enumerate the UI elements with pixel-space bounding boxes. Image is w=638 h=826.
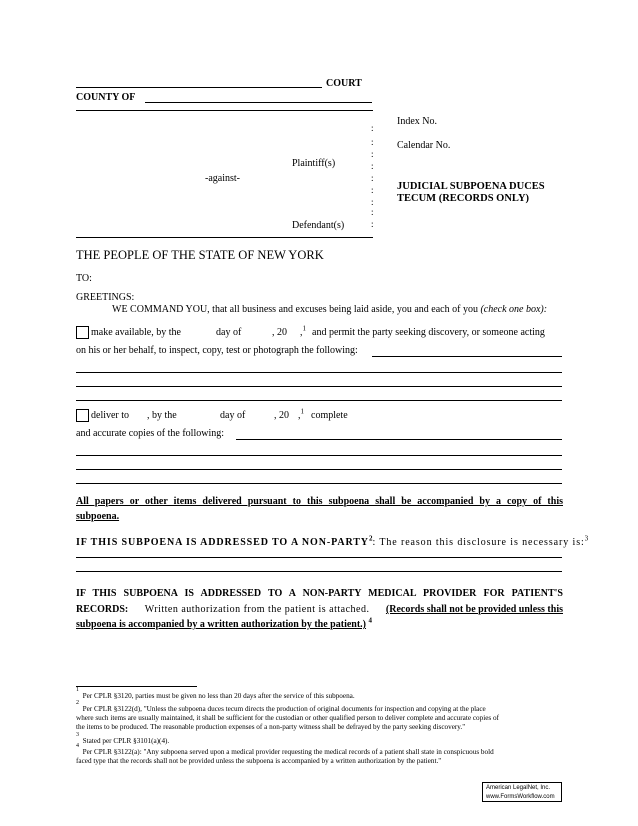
opt2-items-line2[interactable]	[76, 455, 562, 456]
caption-bottom-rule	[76, 237, 373, 238]
opt2-text-c: day of	[220, 410, 246, 421]
to-label: TO:	[76, 273, 92, 284]
stamp-website[interactable]: www.FormsWorkflow.com	[486, 794, 555, 800]
medical-authorization-text: Written authorization from the patient is attached.	[144, 604, 370, 615]
opt1-text-b: day of	[216, 327, 242, 338]
medical-provider-heading: IF THIS SUBPOENA IS ADDRESSED TO A NON-PARTY MEDICAL PROVIDER FOR PATIENT'S	[76, 588, 563, 599]
make-available-checkbox[interactable]	[76, 326, 89, 339]
opt1-items-line1[interactable]	[372, 356, 562, 357]
caption-top-rule	[76, 110, 373, 111]
medical-line3	[76, 616, 373, 631]
people-heading: THE PEOPLE OF THE STATE OF NEW YORK	[76, 248, 324, 262]
opt2-footnote-ref: 1	[300, 407, 304, 416]
document-title-line2: TECUM (RECORDS ONLY)	[397, 193, 530, 204]
opt2-text-f: complete	[311, 410, 348, 421]
legalnet-stamp	[482, 782, 562, 802]
nonparty-label: IF THIS SUBPOENA IS ADDRESSED TO A NON-PARTY	[76, 537, 369, 548]
court-name-line[interactable]	[76, 87, 322, 88]
command-body: WE COMMAND YOU, that all business and excuses being laid aside, you and each of you	[112, 304, 478, 315]
opt2-items-line3[interactable]	[76, 469, 562, 470]
medical-footnote-ref: 4	[368, 616, 373, 625]
footnote-4: $^4$ Per CPLR §3122(a): "Any subpoena served upon a medical provider requesting the medical records of a patient shall state in conspicuous bold faced type that the records shall not be provided unless the subpoena is accompanied by a written authorization by the patient."	[76, 743, 494, 766]
opt1-text-a: make available, by the	[91, 327, 181, 338]
medical-records-warning-cont: subpoena is accompanied by a written authorization by the patient.)	[76, 619, 367, 630]
index-no-label: Index No.	[397, 116, 437, 127]
medical-line2	[76, 604, 563, 616]
opt2-text-d: , 20	[274, 410, 289, 421]
opt2-text-e: ,$^1$	[298, 407, 304, 421]
footnote-3: $^3$ Stated per CPLR §3101(a)(4).	[76, 732, 170, 745]
opt1-text-e: and permit the party seeking discovery, or someone acting	[312, 327, 545, 338]
check-one-instruction: (check one box):	[480, 304, 548, 315]
opt1-footnote-ref: 1	[302, 324, 306, 333]
nonparty-footnote-ref: 2	[368, 534, 373, 543]
accompanied-notice-line1: All papers or other items delivered pursuant to this subpoena shall be accompanied by a copy of this	[76, 496, 563, 507]
accompanied-notice-line2: subpoena.	[76, 511, 120, 522]
nonparty-reason-line1[interactable]	[76, 557, 562, 558]
county-label: COUNTY OF	[76, 92, 136, 103]
court-label: COURT	[326, 78, 362, 89]
greetings-label: GREETINGS:	[76, 292, 135, 303]
opt2-items-line4[interactable]	[76, 483, 562, 484]
defendant-label: Defendant(s)	[292, 220, 345, 231]
footnote-1: $^1$ Per CPLR §3120, parties must be given no less than 20 days after the service of this subpoena.	[76, 687, 355, 700]
footnote-2: $^2$ Per CPLR §3122(d), "Unless the subpoena duces tecum directs the production of original documents for inspection and copying at the place where such items are usually maintained, it shall be sufficient for the custodian or other qualified person to deliver complete and accurate copies of the items to be produced. The reasonable production expenses of a non-party witness shall be defrayed by the party seeking discovery."	[76, 700, 499, 732]
stamp-company: American LegalNet, Inc.	[486, 785, 551, 791]
opt2-text-b: , by the	[147, 410, 177, 421]
reason-footnote-ref: 3	[584, 534, 589, 543]
nonparty-reason-text: : The reason this disclosure is necessary is:	[372, 537, 585, 548]
opt2-text-a: deliver to	[91, 410, 130, 421]
footnote-separator	[76, 686, 197, 687]
nonparty-statement	[76, 534, 589, 549]
opt1-text-c: , 20	[272, 327, 287, 338]
county-name-line[interactable]	[145, 102, 372, 103]
calendar-no-label: Calendar No.	[397, 140, 451, 151]
nonparty-reason-line2[interactable]	[76, 571, 562, 572]
opt1-line2: on his or her behalf, to inspect, copy, test or photograph the following:	[76, 345, 358, 356]
command-text	[112, 304, 547, 316]
opt1-text-d: ,$^1$	[300, 324, 306, 338]
deliver-to-checkbox[interactable]	[76, 409, 89, 422]
plaintiff-label: Plaintiff(s)	[292, 158, 336, 169]
opt1-items-line4[interactable]	[76, 400, 562, 401]
medical-records-warning: (Records shall not be provided unless this	[385, 604, 563, 615]
medical-records-label: RECORDS:	[76, 604, 129, 615]
opt2-line2: and accurate copies of the following:	[76, 428, 224, 439]
opt1-items-line3[interactable]	[76, 386, 562, 387]
against-label: -against-	[205, 173, 240, 184]
document-title-line1: JUDICIAL SUBPOENA DUCES	[397, 181, 545, 192]
opt1-items-line2[interactable]	[76, 372, 562, 373]
opt2-items-line1[interactable]	[236, 439, 562, 440]
